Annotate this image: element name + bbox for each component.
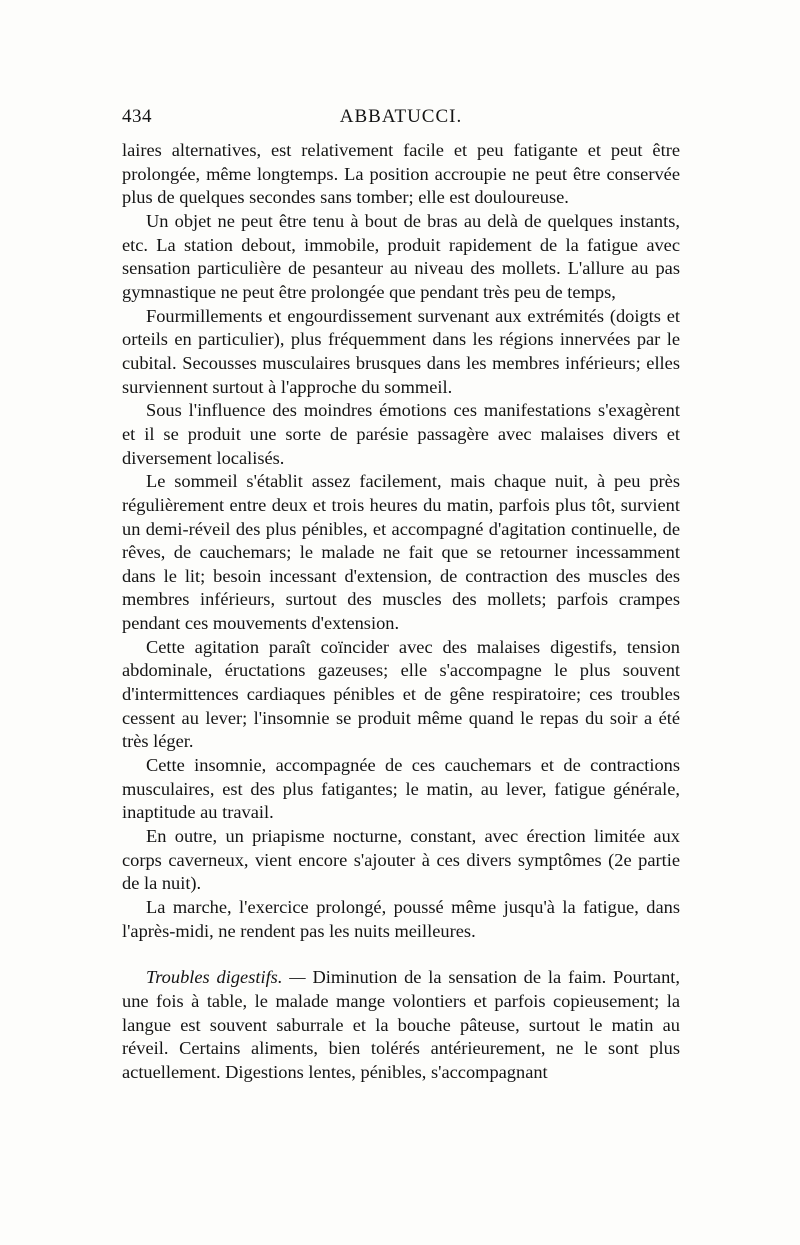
running-title: ABBATUCCI. (339, 106, 463, 127)
paragraph: Le sommeil s'établit assez facilement, mais chaque nuit, à peu près régulièrement entre deux et trois heures du matin, parfois plus tôt, survient un demi-réveil des plus pénibles, et accompagné d'agitation continuelle, de rêves, de cauchemars; le malade ne fait que se retourner incessamment dans le lit; besoin incessant d'extension, de contraction des muscles des membres inférieurs, surtout des muscles des mollets; parfois crampes pendant ces mouvements d'extension. (122, 471, 680, 634)
section-paragraph (122, 966, 680, 1084)
paragraph-continued: laires alternatives, est relativement facile et peu fatigante et peut être prolongée, même longtemps. La position accroupie ne peut être conservée plus de quelques secondes sans tomber; elle est douloureuse. (122, 140, 680, 208)
paragraph: Cette agitation paraît coïncider avec des malaises digestifs, tension abdominale, éructations gazeuses; elle s'accompagne le plus souvent d'intermittences cardiaques pénibles et de gêne respiratoire; ces troubles cessent au lever; l'insomnie se produit même quand le repas du soir a été très léger. (122, 636, 680, 752)
paragraph: En outre, un priapisme nocturne, constant, avec érection limitée aux corps caverneux, vient encore s'ajouter à ces divers symptômes (2e partie de la nuit). (122, 826, 680, 894)
paragraph: Fourmillements et engourdissement survenant aux extrémités (doigts et orteils en particulier), plus fréquemment dans les régions innervées par le cubital. Secousses musculaires brusques dans les membres inférieurs; elles surviennent surtout à l'approche du sommeil. (122, 305, 680, 397)
section-title: Troubles digestifs. — (146, 967, 306, 988)
page-number: 434 (122, 106, 152, 127)
running-head (122, 106, 680, 136)
body-text (122, 139, 680, 1085)
section-text: Diminution de la sensation de la faim. Pourtant, une fois à table, le malade mange volontiers et parfois copieusement; la langue est souvent saburrale et la bouche pâteuse, surtout le matin au réveil. Certains aliments, bien tolérés antérieurement, ne le sont plus actuellement. Digestions lentes, pénibles, s'accompagnant (122, 967, 680, 1082)
paragraph: Cette insomnie, accompagnée de ces cauchemars et de contractions musculaires, est des plus fatigantes; le matin, au lever, fatigue générale, inaptitude au travail. (122, 755, 680, 823)
paragraph: La marche, l'exercice prolongé, poussé même jusqu'à la fatigue, dans l'après-midi, ne rendent pas les nuits meilleures. (122, 897, 680, 941)
paragraph: Un objet ne peut être tenu à bout de bras au delà de quelques instants, etc. La station debout, immobile, produit rapidement de la fatigue avec sensation particulière de pesanteur au niveau des mollets. L'allure au pas gymnastique ne peut être prolongée que pendant très peu de temps, (122, 210, 680, 302)
paragraph: Sous l'influence des moindres émotions ces manifestations s'exagèrent et il se produit une sorte de parésie passagère avec malaises divers et diversement localisés. (122, 400, 680, 468)
